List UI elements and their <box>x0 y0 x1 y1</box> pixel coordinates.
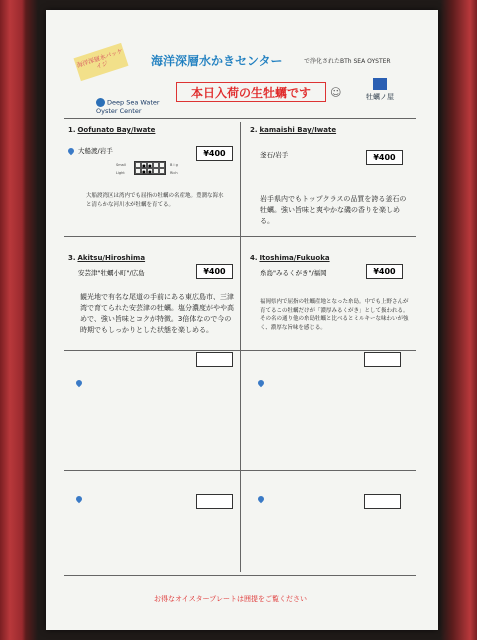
panel-subname: 安芸津"牡蠣小町"/広島 <box>78 269 145 277</box>
brand-name: 牡蠣ノ屋 <box>366 93 394 101</box>
panel-description: 福岡県内で屈指の牡蠣産地となった糸島。中でも上野さんが育てるこの牡蠣だけが「濃厚みるくがき」として扱われる。その名の通り他の糸島牡蠣と比べるとミルキーな味わいが強く、濃厚な旨味を感じる。 <box>260 299 409 331</box>
center-name: 海洋深層水かきセンター <box>151 54 283 68</box>
panel-number: 1. <box>68 126 76 134</box>
pin-icon <box>257 495 265 503</box>
pin-icon <box>67 147 75 155</box>
page-title: 本日入荷の生牡蠣です <box>176 82 326 102</box>
price-box-empty <box>196 494 233 509</box>
panel-description: 観光地で有名な尾道の手前にある東広島市、三津湾で育てられた安芸津の牡蠣。塩分濃度がやや高めで、強い旨味とコクが特徴。3倍体なので今の時期でもしっかりとした状態を楽しめる。 <box>80 293 234 334</box>
divider <box>64 575 416 576</box>
footer-note: お得なオイスタープレートは囲提をご覧ください <box>154 595 307 603</box>
price: ¥400 <box>196 146 233 161</box>
scale-label-big: B i g <box>170 163 178 167</box>
panel-subname: 糸島"みるくがき"/福岡 <box>260 269 327 277</box>
price-box-empty <box>364 494 401 509</box>
panel-number: 4. <box>250 254 258 262</box>
flag-icon <box>373 78 387 90</box>
pin-icon <box>75 495 83 503</box>
panel-name: Akitsu/Hiroshima <box>77 254 146 262</box>
logo-line2: Oyster Center <box>96 107 142 115</box>
price-box-empty <box>196 352 233 367</box>
oyster-panel <box>250 254 418 262</box>
panel-name: Oofunato Bay/Iwate <box>77 126 156 134</box>
logo-line1: Deep Sea Water <box>107 98 160 107</box>
oyster-panel <box>250 126 418 134</box>
divider <box>64 118 416 119</box>
size-grid: ● ● ● ● <box>134 161 166 175</box>
scale-label-rich: Rich <box>170 171 178 175</box>
panel-description: 大船渡湾区は湾内でも屈指の牡蠣の名産地。豊潤な海水と清らかな河川水が牡蠣を育てる。 <box>86 193 224 208</box>
scale-label-small: Small <box>116 163 126 167</box>
pin-icon <box>257 379 265 387</box>
menu-sheet <box>46 10 438 630</box>
price: ¥400 <box>366 264 403 279</box>
panel-subname: 釜石/岩手 <box>260 151 289 159</box>
panel-description: 岩手県内でもトップクラスの品質を誇る釜石の牡蠣。強い旨味と爽やかな磯の香りを楽しめる。 <box>260 195 407 225</box>
smiley-icon: ☺ <box>330 86 342 99</box>
price-box-empty <box>364 352 401 367</box>
oyster-panel <box>68 126 236 134</box>
logo-icon <box>96 98 105 107</box>
logo <box>96 98 160 115</box>
pin-icon <box>75 379 83 387</box>
price: ¥400 <box>196 264 233 279</box>
wash-note: で浄化されたBTh SEA OYSTER <box>304 58 391 65</box>
scale-label-light: Light <box>116 171 125 175</box>
divider <box>240 122 241 572</box>
brand <box>366 78 394 102</box>
panel-name: kamaishi Bay/Iwate <box>259 126 337 134</box>
oyster-panel <box>68 254 236 262</box>
panel-subname: 大船渡/岩手 <box>78 147 113 155</box>
header-tag: 海洋深層水パッケイジ <box>74 43 129 81</box>
panel-name: Itoshima/Fukuoka <box>259 254 330 262</box>
panel-number: 3. <box>68 254 76 262</box>
price: ¥400 <box>366 150 403 165</box>
panel-number: 2. <box>250 126 258 134</box>
